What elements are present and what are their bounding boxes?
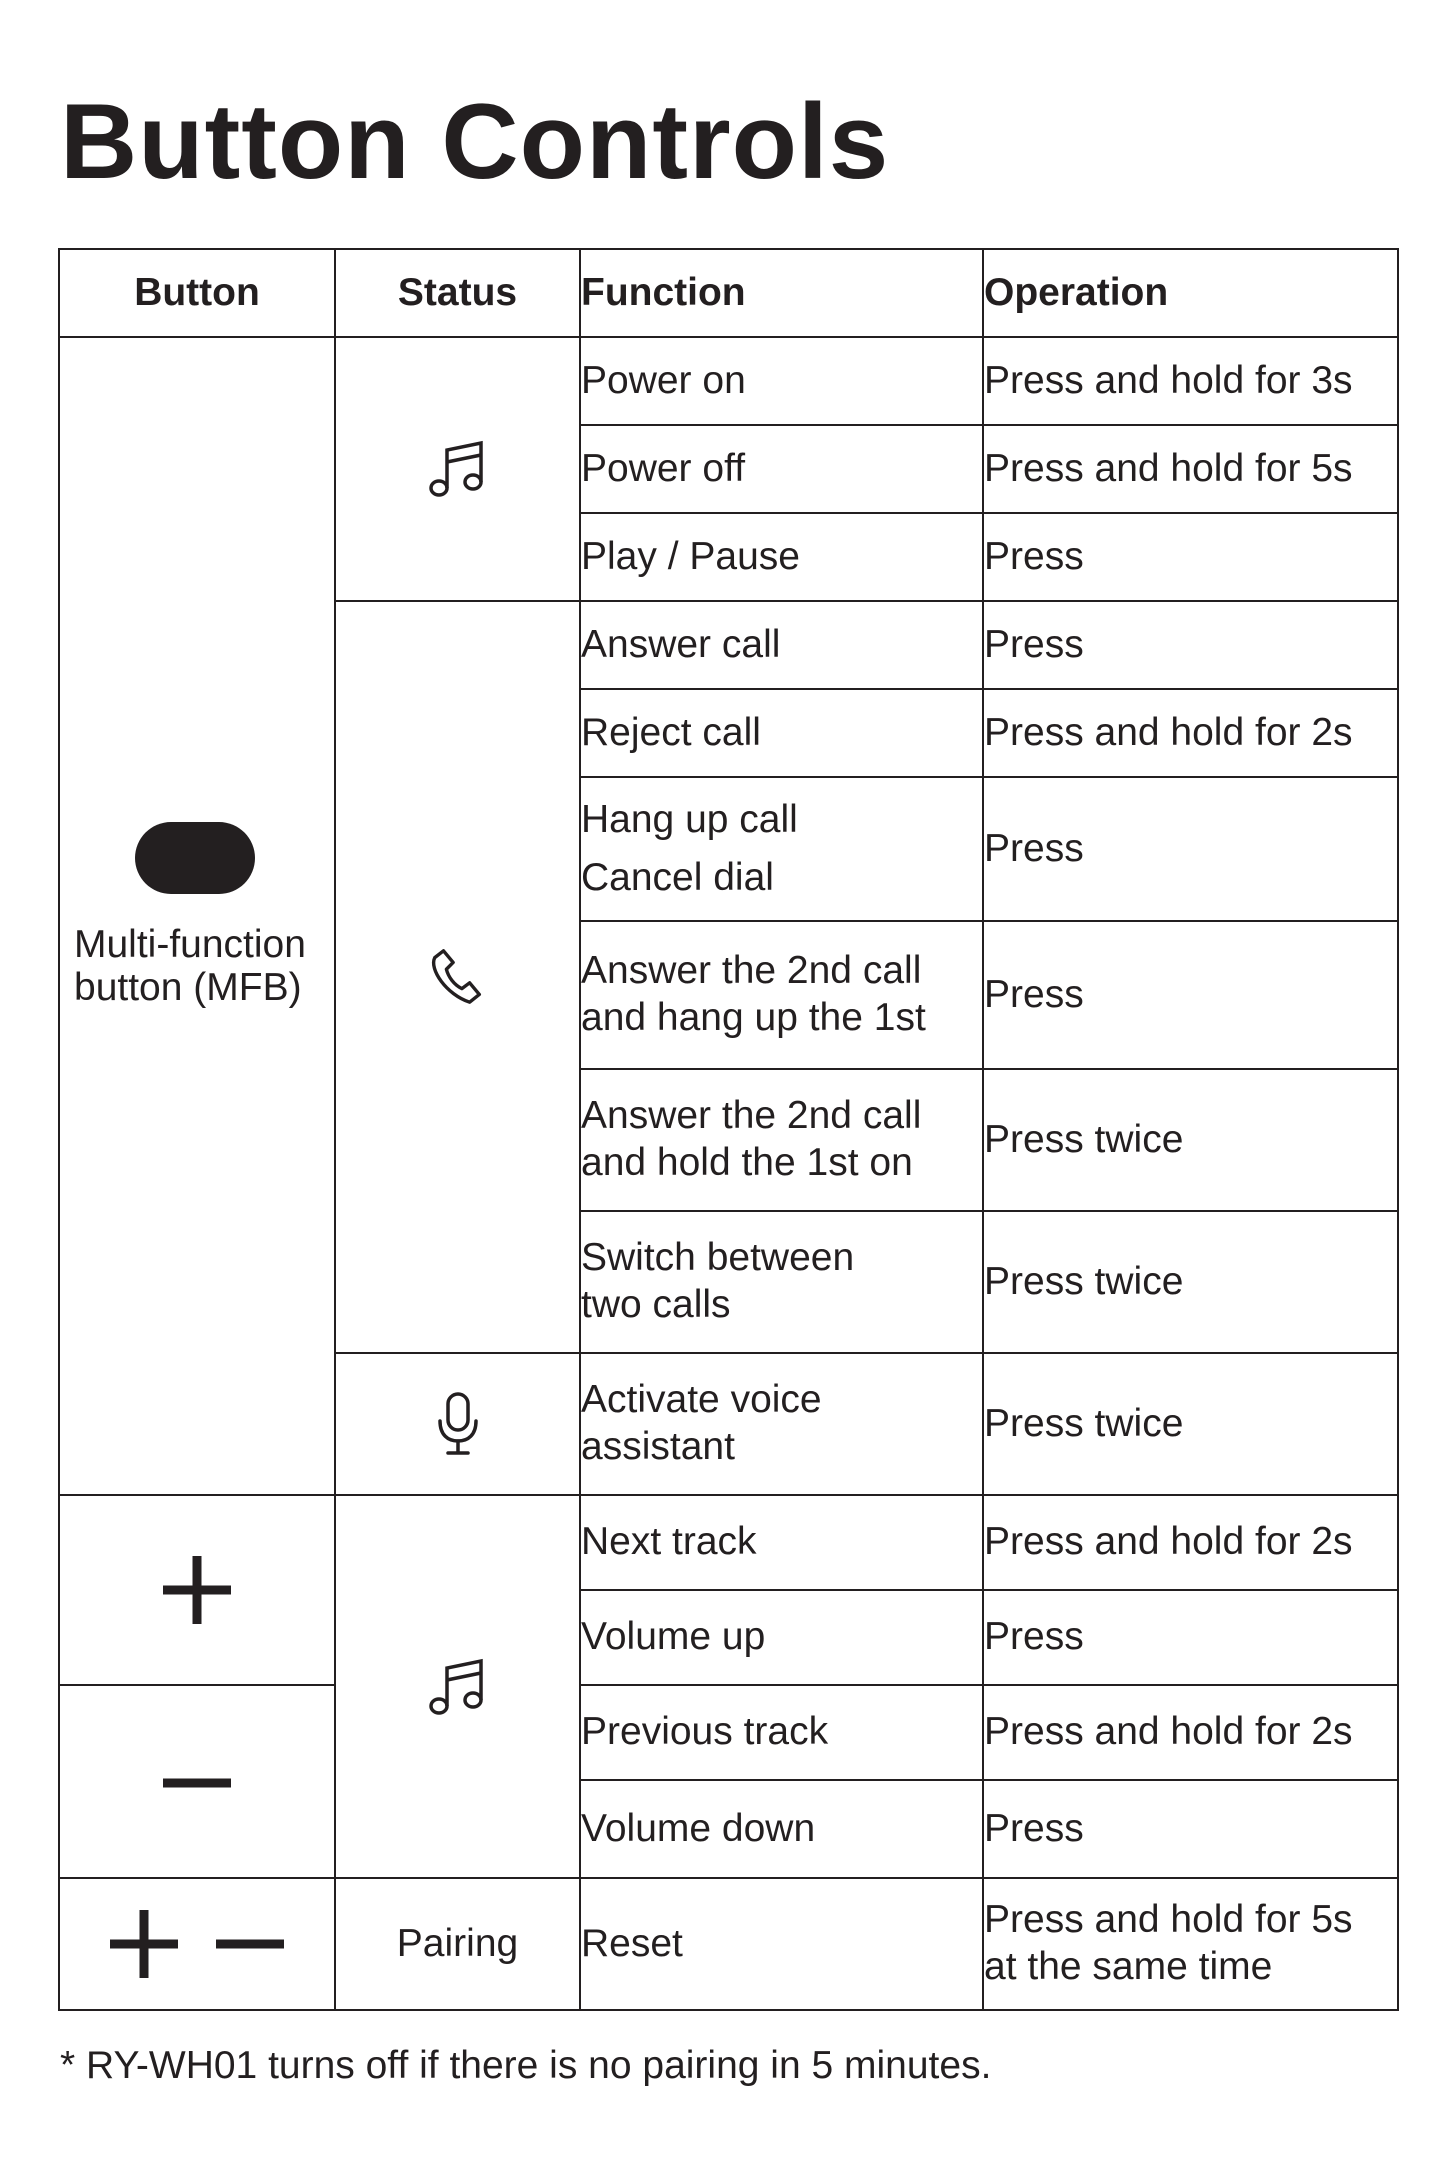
function-cell: Answer call (580, 601, 983, 689)
function-cell: Next track (580, 1495, 983, 1590)
operation-cell (983, 1878, 1398, 2010)
function-cell (580, 1211, 983, 1353)
operation-cell: Press (983, 1780, 1398, 1878)
function-cell (580, 1069, 983, 1211)
function-cell (580, 777, 983, 921)
function-line2: and hold the 1st on (581, 1141, 913, 1184)
function-line1: Switch between (581, 1236, 855, 1280)
phone-icon (427, 953, 489, 996)
table-row (59, 1878, 1398, 2010)
minus-icon (160, 1760, 234, 1803)
multi-function-button-icon (135, 822, 255, 894)
function-line2: two calls (581, 1283, 731, 1326)
mfb-label-line1: Multi-function (74, 923, 306, 967)
function-line2: and hang up the 1st (581, 996, 926, 1039)
function-line2: Cancel dial (581, 856, 774, 899)
music-note-icon (426, 1663, 490, 1706)
status-pairing-cell: Pairing (335, 1878, 580, 2010)
status-phone-cell (335, 601, 580, 1353)
mfb-cell (59, 337, 335, 1495)
page-title: Button Controls (60, 81, 890, 201)
operation-line1: Press and hold for 5s (984, 1898, 1353, 1942)
operation-cell: Press and hold for 2s (983, 1495, 1398, 1590)
table-row (59, 1685, 1398, 1780)
column-header-operation: Operation (983, 249, 1398, 337)
function-line1: Answer the 2nd call (581, 1094, 922, 1138)
status-mic-cell (335, 1353, 580, 1495)
plus-icon (160, 1566, 234, 1609)
function-line1: Hang up call (581, 797, 798, 841)
operation-cell: Press (983, 513, 1398, 601)
plus-icon (107, 1920, 192, 1963)
operation-line2: at the same time (984, 1945, 1273, 1988)
minus-icon (213, 1920, 287, 1963)
footnote: * RY-WH01 turns off if there is no pairing in 5 minutes. (60, 2044, 992, 2087)
function-cell: Volume up (580, 1590, 983, 1685)
microphone-icon (436, 1400, 480, 1443)
operation-cell: Press and hold for 2s (983, 1685, 1398, 1780)
operation-cell: Press twice (983, 1353, 1398, 1495)
function-cell (580, 921, 983, 1069)
function-cell: Previous track (580, 1685, 983, 1780)
table-row (59, 1495, 1398, 1590)
function-cell: Reset (580, 1878, 983, 2010)
function-line1: Activate voice (581, 1378, 822, 1422)
operation-cell: Press twice (983, 1211, 1398, 1353)
function-line2: assistant (581, 1425, 735, 1468)
mfb-label-line2: button (MFB) (74, 966, 302, 1009)
function-cell: Volume down (580, 1780, 983, 1878)
column-header-function: Function (580, 249, 983, 337)
operation-cell: Press (983, 601, 1398, 689)
operation-cell: Press and hold for 5s (983, 425, 1398, 513)
music-note-icon (426, 445, 490, 488)
plus-minus-button-cell (59, 1878, 335, 2010)
operation-cell: Press (983, 921, 1398, 1069)
function-cell (580, 1353, 983, 1495)
column-header-button: Button (59, 249, 335, 337)
operation-cell: Press (983, 777, 1398, 921)
column-header-status: Status (335, 249, 580, 337)
mfb-label (60, 924, 334, 1010)
operation-cell: Press (983, 1590, 1398, 1685)
status-music-cell (335, 1495, 580, 1878)
minus-button-cell (59, 1685, 335, 1878)
function-line1: Answer the 2nd call (581, 949, 922, 993)
operation-cell: Press and hold for 2s (983, 689, 1398, 777)
function-cell: Power on (580, 337, 983, 425)
operation-cell: Press and hold for 3s (983, 337, 1398, 425)
table-header-row (59, 249, 1398, 337)
operation-cell: Press twice (983, 1069, 1398, 1211)
button-controls-table (58, 248, 1399, 2011)
table-row (59, 337, 1398, 425)
status-music-cell (335, 337, 580, 601)
function-cell: Reject call (580, 689, 983, 777)
plus-button-cell (59, 1495, 335, 1685)
function-cell: Play / Pause (580, 513, 983, 601)
function-cell: Power off (580, 425, 983, 513)
